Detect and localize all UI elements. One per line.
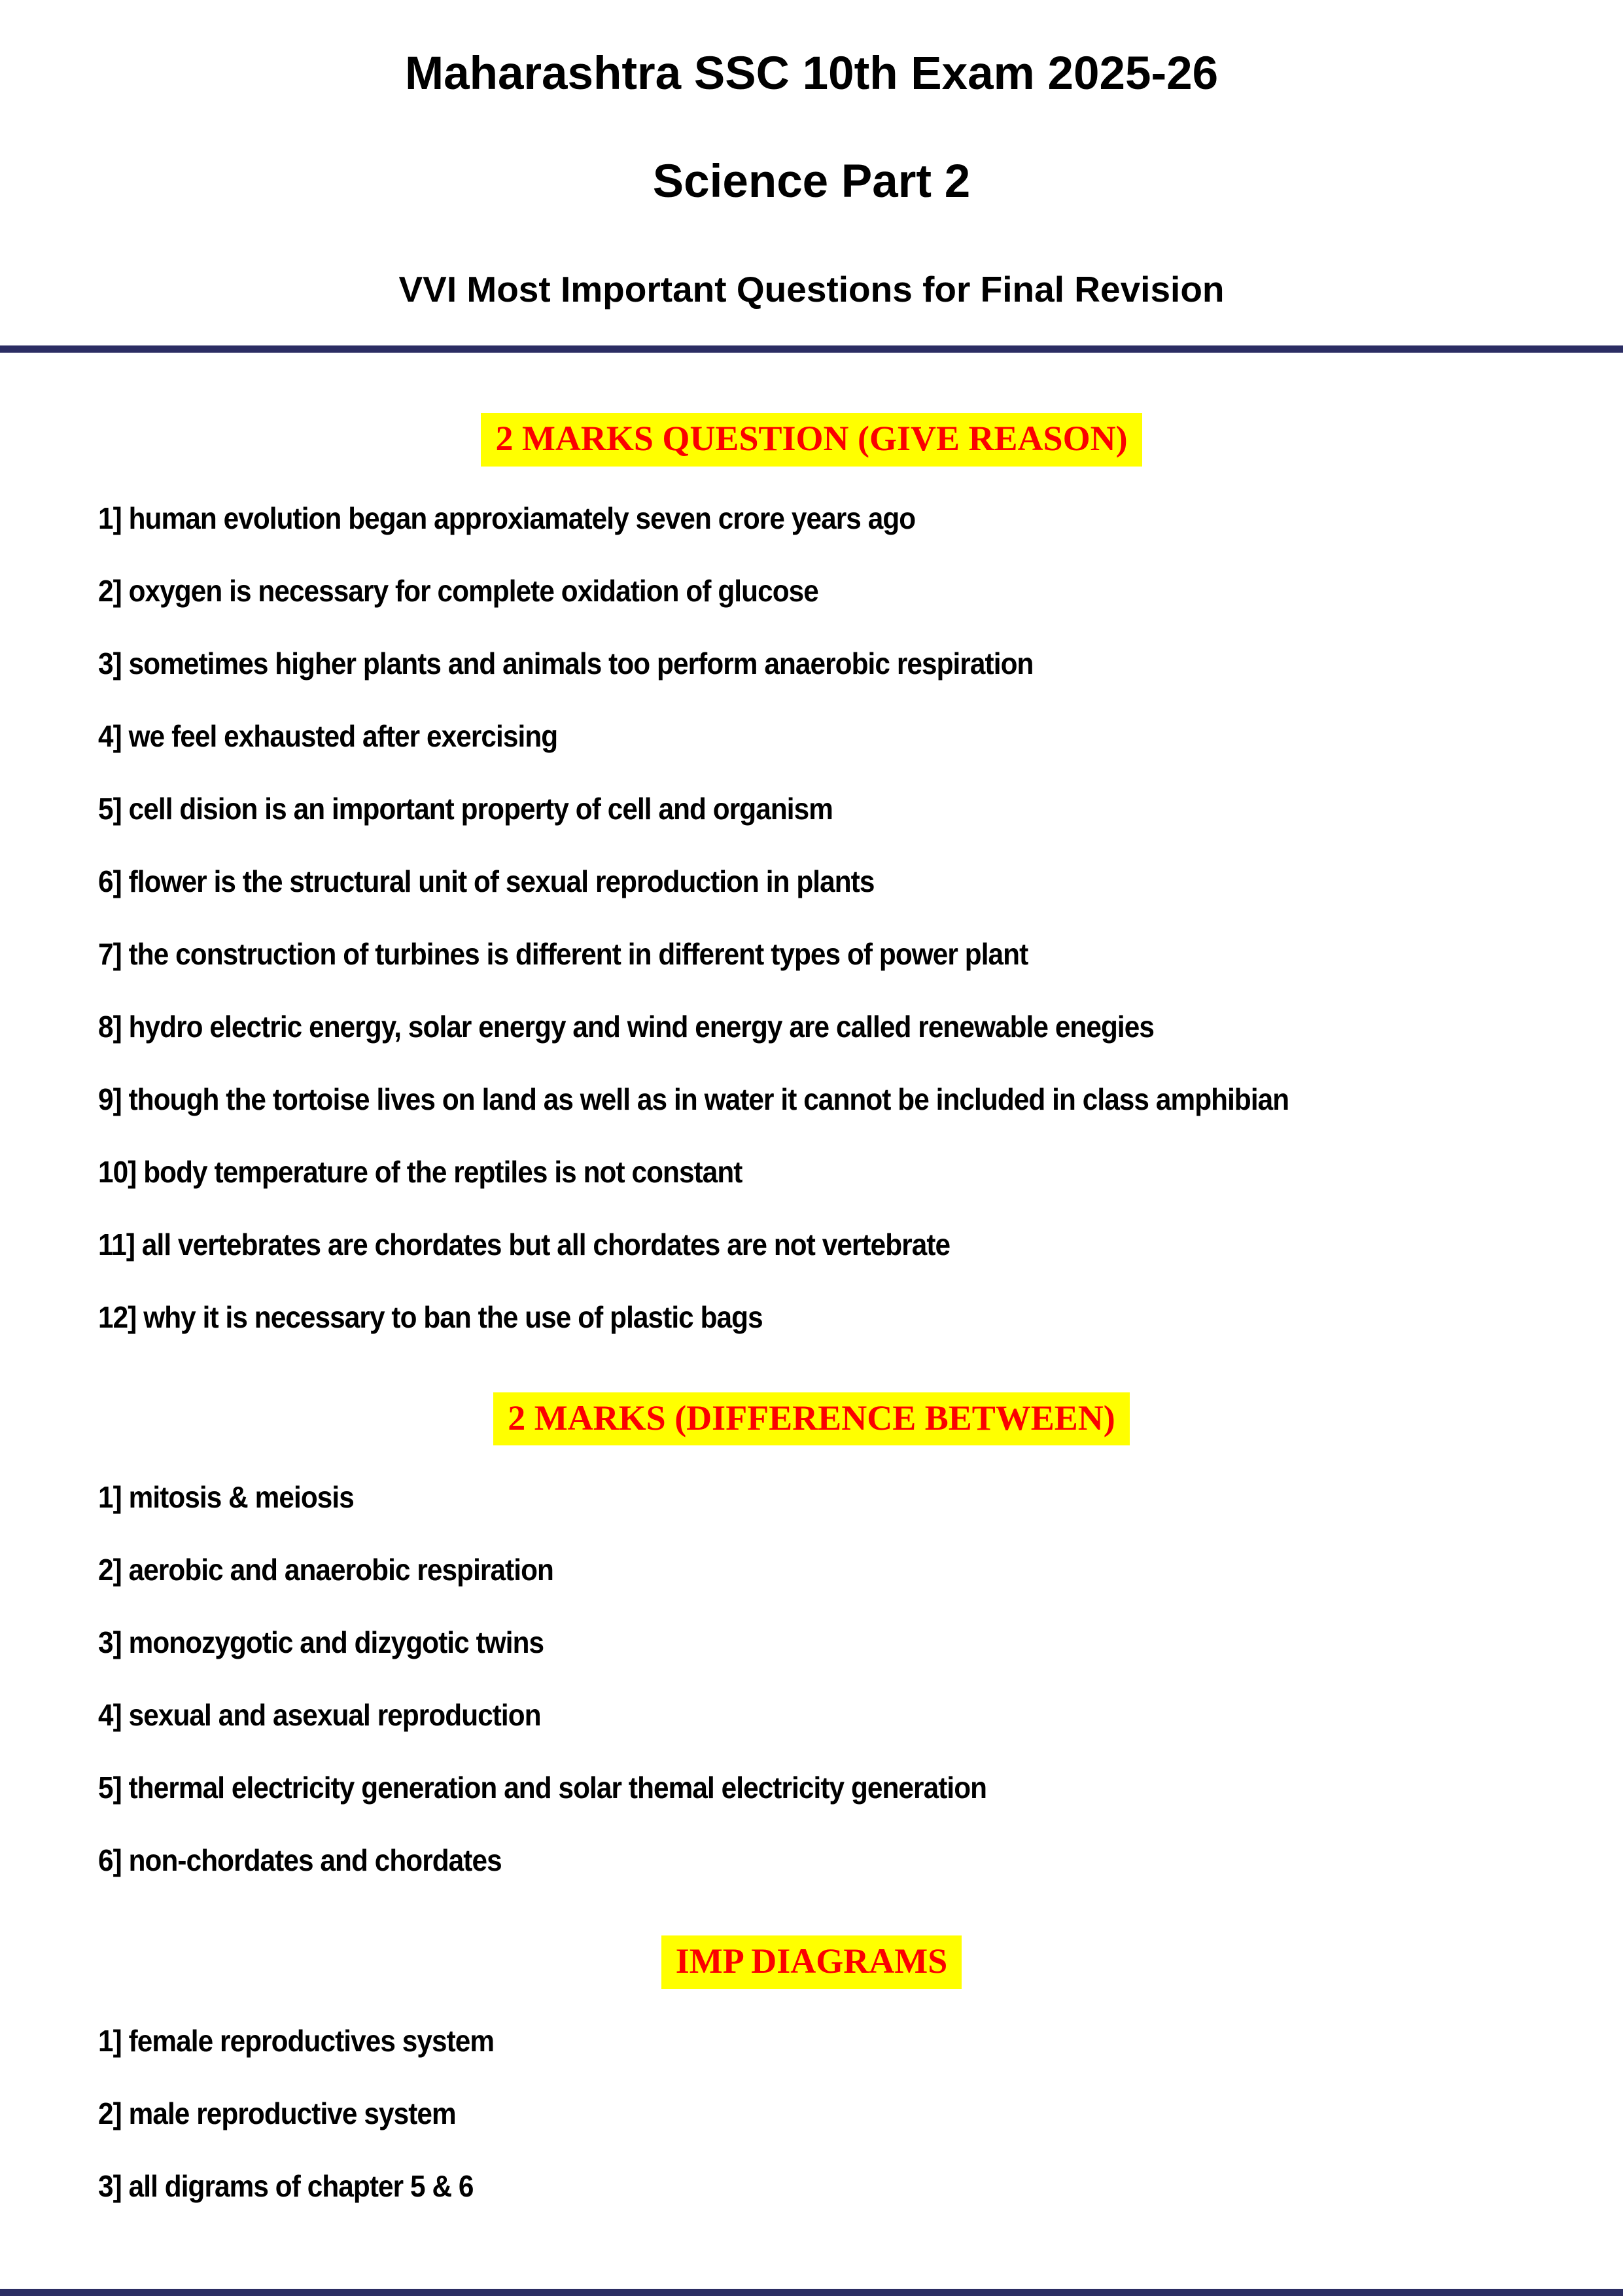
section-2-marks-difference-between xyxy=(0,1392,1623,1876)
list-item: 11] all vertebrates are chordates but all chordates are not vertebrate xyxy=(98,1227,951,1262)
page-title-line2: Science Part 2 xyxy=(652,156,971,207)
page-subtitle: VVI Most Important Questions for Final Revision xyxy=(398,269,1225,309)
list-item: 9] though the tortoise lives on land as well as in water it cannot be included in class amphibian xyxy=(98,1082,1289,1116)
header-divider xyxy=(0,345,1623,353)
section-heading-difference-between: 2 MARKS (DIFFERENCE BETWEEN) xyxy=(493,1392,1130,1446)
list-item: 4] we feel exhausted after exercising xyxy=(98,718,558,753)
list-item: 6] non-chordates and chordates xyxy=(98,1843,502,1878)
list-item: 3] all digrams of chapter 5 & 6 xyxy=(98,2169,474,2204)
section-imp-diagrams xyxy=(0,1935,1623,2204)
list-item: 1] female reproductives system xyxy=(98,2024,495,2058)
page-title-line1: Maharashtra SSC 10th Exam 2025-26 xyxy=(404,48,1219,99)
list-item: 10] body temperature of the reptiles is not constant xyxy=(98,1154,742,1189)
section-heading-wrap xyxy=(0,1935,1623,1989)
section-heading-wrap xyxy=(0,1392,1623,1446)
question-list xyxy=(0,2024,1623,2204)
list-item: 3] monozygotic and dizygotic twins xyxy=(98,1625,544,1660)
list-item: 2] oxygen is necessary for complete oxidation of glucose xyxy=(98,573,818,608)
list-item: 5] thermal electricity generation and solar themal electricity generation xyxy=(98,1771,987,1805)
list-item: 3] sometimes higher plants and animals too perform anaerobic respiration xyxy=(98,646,1034,680)
list-item: 5] cell dision is an important property of cell and organism xyxy=(98,791,833,826)
section-2-marks-give-reason xyxy=(0,413,1623,1332)
list-item: 7] the construction of turbines is different in different types of power plant xyxy=(98,936,1028,971)
list-item: 12] why it is necessary to ban the use of plastic bags xyxy=(98,1299,763,1334)
footer-divider xyxy=(0,2289,1623,2296)
list-item: 4] sexual and asexual reproduction xyxy=(98,1698,541,1733)
list-item: 6] flower is the structural unit of sexual reproduction in plants xyxy=(98,864,875,898)
list-item: 8] hydro electric energy, solar energy and wind energy are called renewable enegies xyxy=(98,1009,1154,1044)
section-heading-wrap xyxy=(0,413,1623,467)
section-heading-imp-diagrams: IMP DIAGRAMS xyxy=(661,1935,962,1989)
question-list xyxy=(0,503,1623,1332)
section-heading-give-reason: 2 MARKS QUESTION (GIVE REASON) xyxy=(481,413,1142,467)
question-list xyxy=(0,1480,1623,1878)
list-item: 2] male reproductive system xyxy=(98,2096,456,2131)
list-item: 1] mitosis & meiosis xyxy=(98,1480,354,1515)
list-item: 1] human evolution began approxiamately seven crore years ago xyxy=(98,501,916,535)
list-item: 2] aerobic and anaerobic respiration xyxy=(98,1553,553,1587)
